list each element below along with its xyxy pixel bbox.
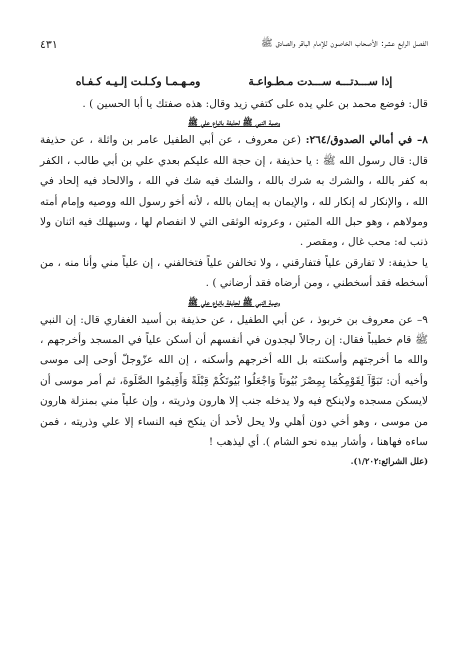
source-citation: (علل الشرائع:١/٢٠٢). [350,455,428,466]
hadith-8-lead: ٨– في أمالي الصدوق/٢٦٤: [305,134,428,147]
header-title: الفصل الرابع عشر: الأصحاب الخاصون للإمام الباقر والصادق ﷺ [261,38,428,49]
poem-verse [40,72,428,92]
hadith-paragraph-8 [40,130,428,252]
hadith-8-text: (عن معروف ، عن أبي الطفيل عامر بن واثلة ، عن حذيفة قال: قال رسول الله ﷺ : يا حذيفة ، إن حجة الله عليكم بعدي علي بن أبي طالب ، الكفر به كفر بالله ، والشرك به شرك بالله ، والشك فيه شك في الله ، والالحاد فيه إلحاد في الله ، والإنكار له إنكار لله ، والإيمان به إيمان بالله ، لأنه أخو رسول الله ووصيه وإمام أمته ومولاهم ، وهو حبل الله المتين ، وعروته الوثقى التي لا انفصام لها ، وسيهلك فيه اثنان ولا ذنب له: محب غال ، ومقصر . [40,134,428,249]
intro-paragraph: قال: فوضع محمد بن علي يده على كتفي زيد وقال: هذه صفتك يا أبا الحسين ) . [82,98,428,110]
hadith-paragraph-8b: يا حذيفة: لا تفارقن علياً فتفارقني ، ولا تخالفن علياً فتخالفني ، إن علياً مني وأنا منه ، من أسخطه فقد أسخطني ، ومن أرضاه فقد أرضاني ) . [40,256,428,290]
section-heading-2: وصية النبي ﷺ لحذيفة باتباع علي ﷺ [187,296,281,307]
poem-left-hemistich: ومـهـمـا وكـلـت إلـيـه كـفـاه [75,75,201,88]
section-heading-1: وصية النبي ﷺ لحذيفة باتباع علي ﷺ [187,117,281,128]
running-header [40,36,428,52]
page-body [40,72,428,469]
poem-right-hemistich: إذا ســـدتـــه ســـدت مـطـواعـة [248,75,393,88]
page-number: ٤٣١ [40,37,58,51]
hadith-paragraph-9: ٩– عن معروف بن خربوذ ، عن أبي الطفيل ، عن حذيفة بن أسيد الغفاري قال: إن النبي ﷺ قام خطيباً فقال: إن رجالاً ليجدون في أنفسهم أن أسكن علياً في المسجد وأخرجهم ، والله ما أخرجتهم وأسكنته بل الله أخرجهم وأسكنه ، إن الله عزّوجلّ أوحى إلى موسى وأخيه أن: تَبَوَّآ لِقَوْمِكُمَا بِمِصْرَ بُيُوتاً وَاجْعَلُوا بُيُوتَكُمْ قِبْلَةً وَأَقِيمُوا الصَّلَوةَ، ثم أمر موسى أن لايسكن مسجده ولاينكح فيه ولا يدخله جنب إلا هارون وذريته ، وإن علياً مني بمنزلة هارون من موسى ، وهو أخي دون أهلي ولا يحل لأحد أن ينكح فيه النساء إلا علي وذريته ، فمن ساءه فهاهنا ، وأشار بيده نحو الشام ). أي ليذهب ! [40,313,428,449]
